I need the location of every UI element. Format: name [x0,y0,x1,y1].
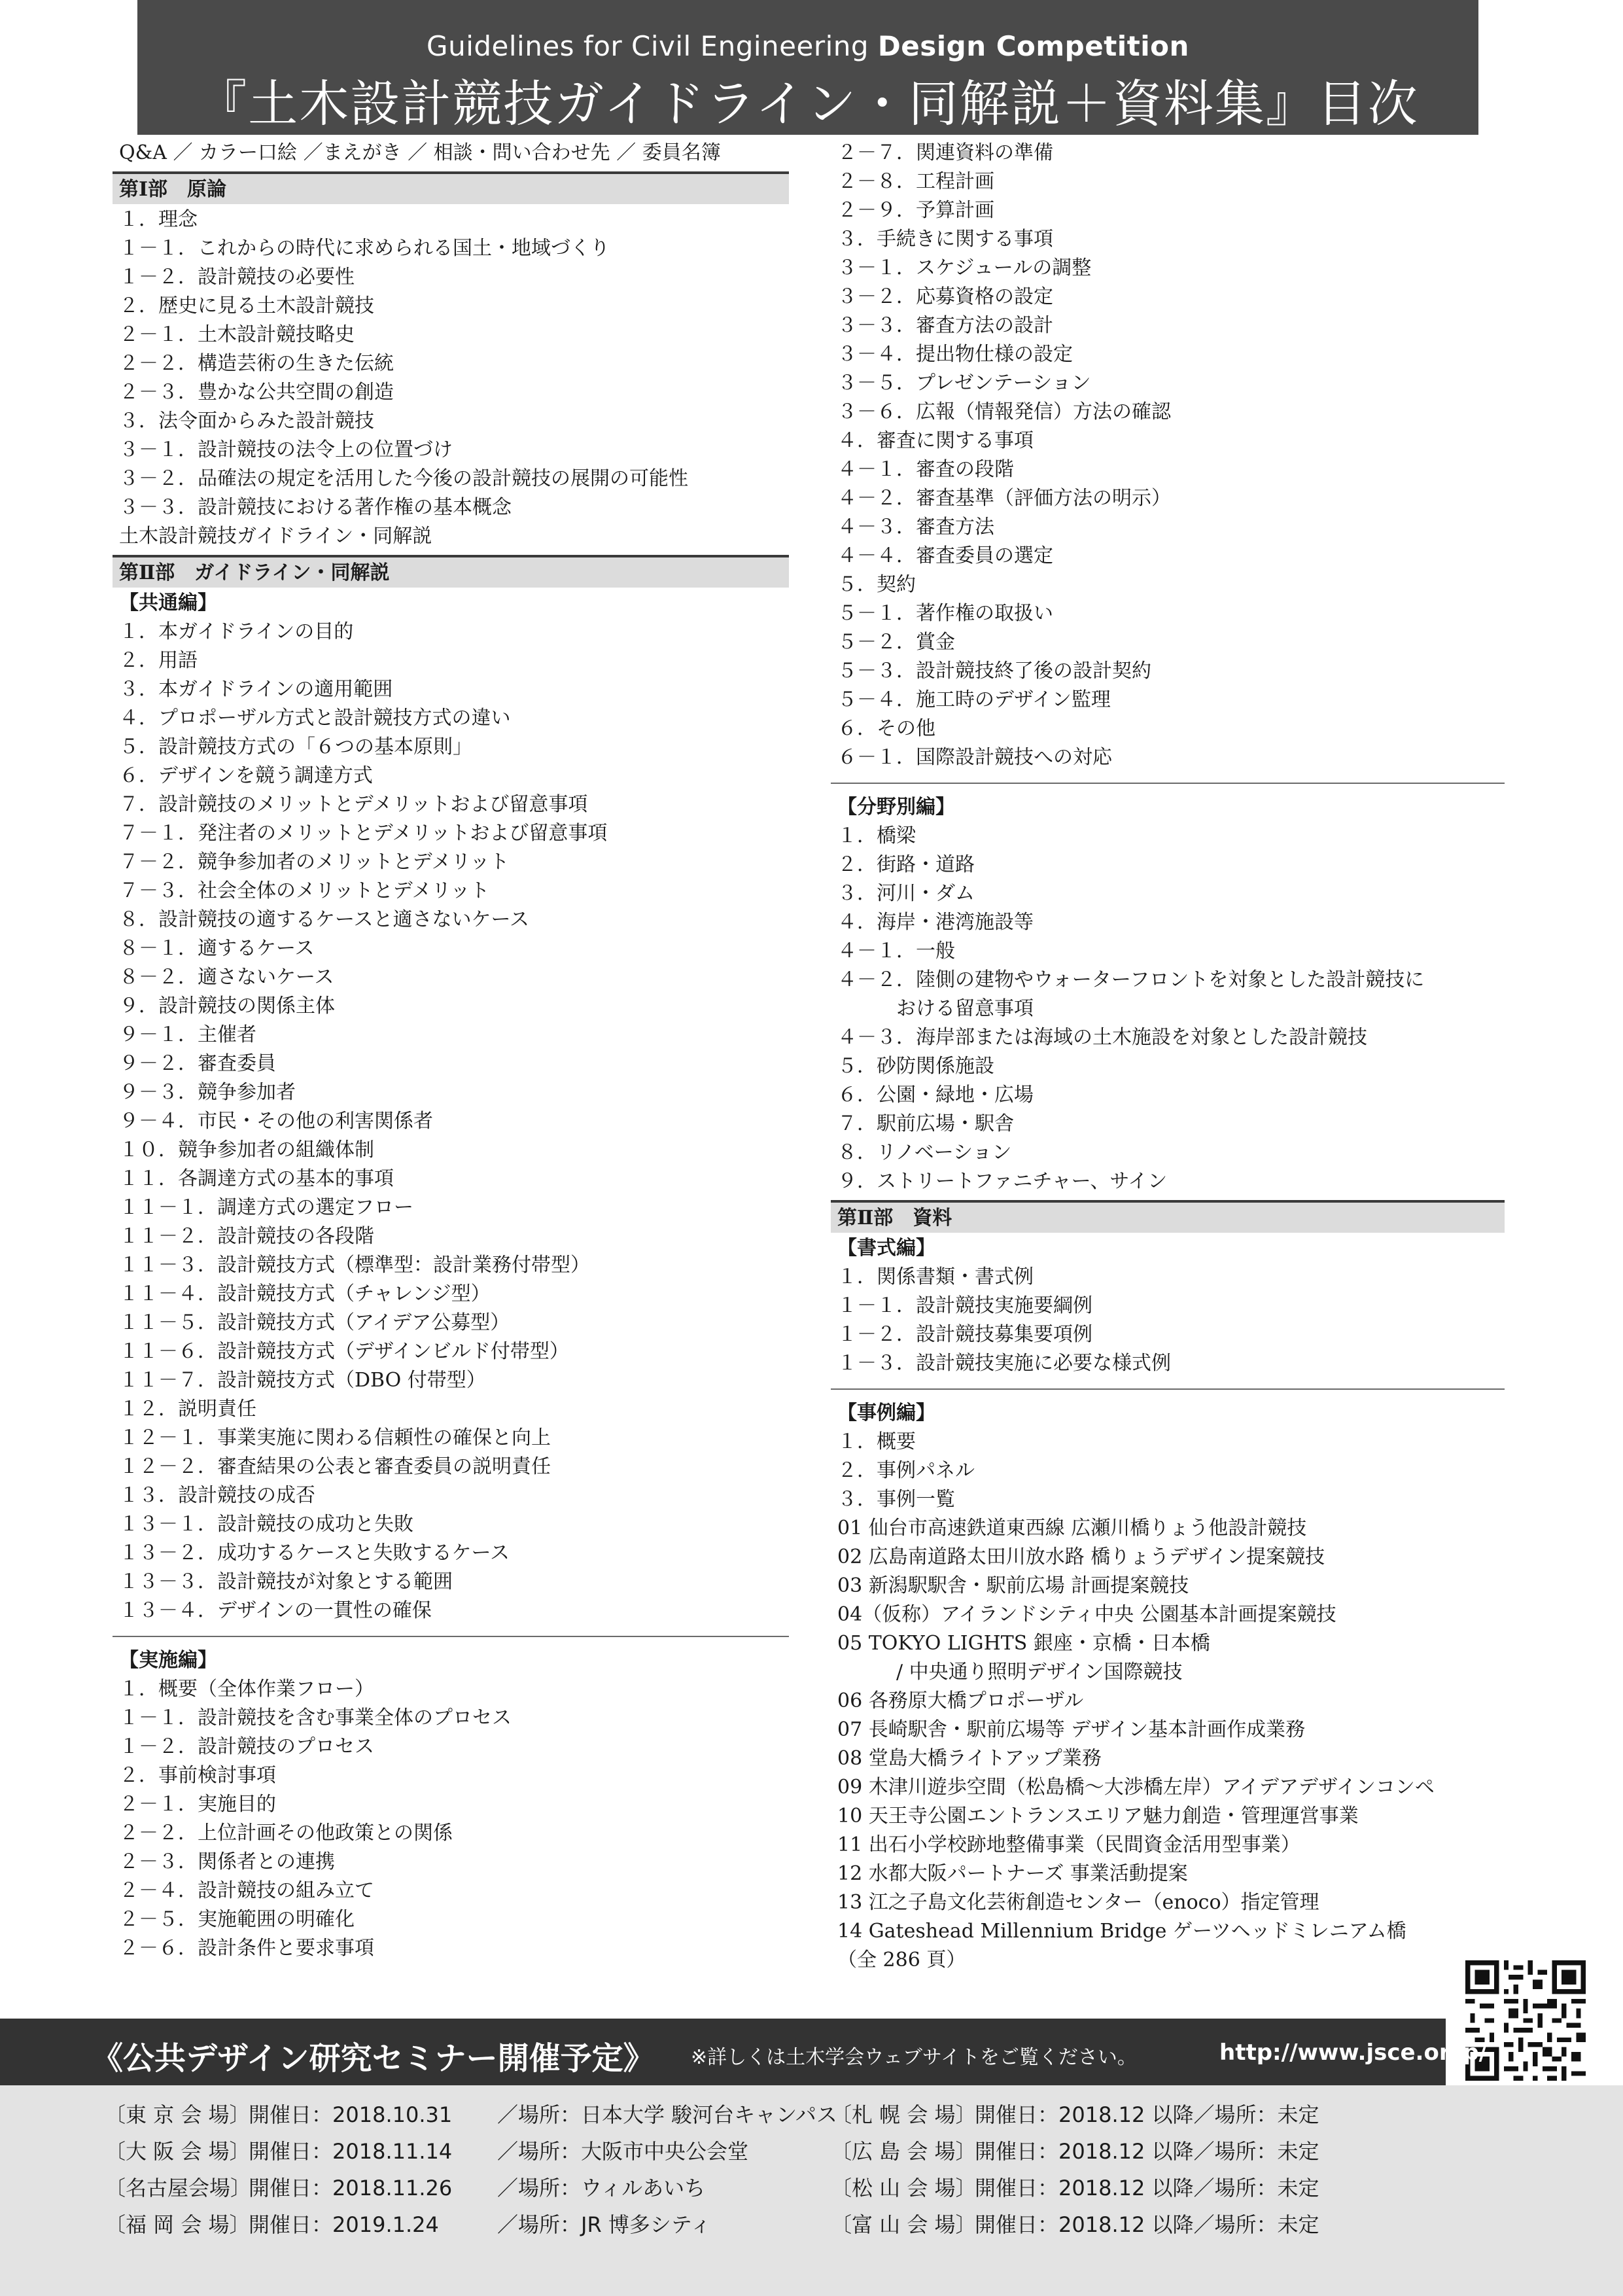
impl-continued-list [831,139,1505,772]
toc-item: ３．手続きに関する事項 [837,228,1053,251]
header-en-regular: Guidelines for Civil Engineering [427,30,878,62]
venue-date: 開催日：2018.12 以降／場所：未定 [975,2212,1319,2237]
venue-date: 開催日：2018.11.26 [249,2176,453,2200]
toc-item: ６．デザインを競う調達方式 [119,764,373,787]
toc-item: １．橋梁 [837,824,916,847]
field-item-continuation: おける留意事項 [896,997,1034,1020]
toc-item: １０．競争参加者の組織体制 [119,1139,374,1161]
venue-name: 〔広 島 会 場〕 [831,2139,977,2164]
toc-item: ７．設計競技のメリットとデメリットおよび留意事項 [119,793,588,816]
toc-item: 14 Gateshead Millennium Bridge ゲーツヘッドミレニアム橋 [837,1920,1406,1943]
toc-item: ４－１．一般 [837,940,955,963]
venue-date: 開催日：2018.11.14 [249,2139,453,2164]
toc-item: １－１．設計競技実施要綱例 [837,1294,1092,1317]
toc-item: 11 出石小学校跡地整備事業（民間資金活用型事業） [837,1833,1300,1856]
toc-item: 10 天王寺公園エントランスエリア魅力創造・管理運営事業 [837,1805,1359,1828]
toc-item: ４．海岸・港湾施設等 [837,911,1034,934]
toc-item: ３．河川・ダム [837,882,975,905]
toc-right-column [831,139,1505,1975]
toc-item: ３－４．提出物仕様の設定 [837,343,1073,366]
toc-item: ６．公園・緑地・広場 [837,1084,1034,1106]
toc-item: １２－１．事業実施に関わる信頼性の確保と向上 [119,1426,551,1449]
toc-item: １－２．設計競技のプロセス [119,1735,374,1758]
toc-item: 09 木津川遊歩空間（松島橋～大渉橋左岸）アイデアデザインコンペ [837,1776,1435,1799]
toc-item: １３－１．設計競技の成功と失敗 [119,1513,413,1536]
toc-item: １．本ガイドラインの目的 [119,620,354,643]
header-english-title [137,30,1478,62]
toc-item: 02 広島南道路太田川放水路 橋りょうデザイン提案競技 [837,1545,1325,1568]
venue-row [831,2208,1319,2241]
venue-row [831,2172,1319,2204]
toc-item: ４－４．審査委員の選定 [837,544,1053,567]
toc-item: １．関係書類・書式例 [837,1265,1034,1288]
toc-item: ３．本ガイドラインの適用範囲 [119,678,393,701]
venue-name: 〔大 阪 会 場〕 [105,2139,251,2164]
part2-title: 第Ⅱ部 ガイドライン・同解説 [113,555,789,588]
venue-row [105,2208,711,2241]
impl-list [113,1675,789,1963]
toc-item: ２－３．関係者との連携 [119,1850,335,1873]
toc-item: ３．法令面からみた設計競技 [119,410,374,433]
toc-item: ３－３．審査方法の設計 [837,314,1053,337]
header-en-bold: Design Competition [877,30,1189,62]
toc-item: １３－４．デザインの一貫性の確保 [119,1599,432,1622]
toc-item: ６．その他 [837,717,935,740]
divider [113,1636,789,1637]
toc-item: ７．駅前広場・駅舎 [837,1112,1014,1135]
toc-item: ２－６．設計条件と要求事項 [119,1937,374,1960]
venue-row [105,2098,837,2131]
toc-item: 07 長崎駅舎・駅前広場等 デザイン基本計画作成業務 [837,1718,1306,1741]
toc-item: 08 堂島大橋ライトアップ業務 [837,1747,1102,1770]
toc-item: ５－４．施工時のデザイン監理 [837,688,1111,711]
common-list [113,618,789,1625]
toc-item: ７－２．競争参加者のメリットとデメリット [119,851,510,874]
venue-name: 〔札 幌 会 場〕 [831,2102,977,2127]
toc-item: ３－１．設計競技の法令上の位置づけ [119,438,453,461]
toc-item: １３－３．設計競技が対象とする範囲 [119,1570,453,1593]
venue-name: 〔名古屋会場〕 [105,2176,252,2200]
cases-list [831,1428,1505,1658]
toc-item: 03 新潟駅駅舎・駅前広場 計画提案競技 [837,1574,1189,1597]
toc-item: ２－１．土木設計競技略史 [119,323,355,346]
toc-left-column [113,139,789,1963]
toc-item: ３－６．広報（情報発信）方法の確認 [837,400,1171,423]
toc-item: ３－２．応募資格の設定 [837,285,1053,308]
venue-name: 〔松 山 会 場〕 [831,2176,977,2200]
toc-item: ９－１．主催者 [119,1023,256,1046]
intro-line: Q&A ／ カラー口絵 ／まえがき ／ 相談・問い合わせ先 ／ 委員名簿 [119,141,721,164]
toc-item: ５．設計競技方式の「６つの基本原則」 [119,735,472,758]
toc-item: ２－３．豊かな公共空間の創造 [119,381,394,404]
toc-item: ９．設計競技の関係主体 [119,995,335,1017]
part1-tail: 土木設計競技ガイドライン・同解説 [119,525,432,548]
common-heading: 【共通編】 [119,592,217,614]
toc-item: ２－５．実施範囲の明確化 [119,1908,355,1931]
toc-item: ８－１．適するケース [119,937,315,960]
toc-item: ２－２．構造芸術の生きた伝統 [119,352,394,375]
venue-place: ／場所：JR 博多シティ [497,2212,712,2237]
toc-item: ４－１．審査の段階 [837,458,1014,481]
toc-item: １１－４．設計競技方式（チャレンジ型） [119,1282,491,1305]
toc-item: ２－１．実施目的 [119,1793,276,1816]
venue-name: 〔富 山 会 場〕 [831,2212,977,2237]
toc-item: １－１．これからの時代に求められる国土・地域づくり [119,237,610,260]
toc-item: ２．街路・道路 [837,853,975,876]
forms-heading: 【書式編】 [837,1237,935,1260]
venue-row [105,2135,748,2168]
toc-item: １．概要 [837,1430,916,1453]
venue-schedule [0,2085,1623,2296]
toc-item: １３．設計競技の成否 [119,1484,315,1507]
toc-item: １３－２．成功するケースと失敗するケース [119,1542,510,1564]
toc-item: １２．説明責任 [119,1398,256,1421]
toc-item: ２．歴史に見る土木設計競技 [119,294,374,317]
toc-item: ７－１．発注者のメリットとデメリットおよび留意事項 [119,822,608,845]
toc-item: １１－６．設計競技方式（デザインビルド付帯型） [119,1340,569,1363]
header-banner [137,0,1478,135]
divider [831,783,1505,784]
forms-list [831,1263,1505,1378]
toc-item: ４．プロポーザル方式と設計競技方式の違い [119,707,511,730]
toc-item: ２－２．上位計画その他政策との関係 [119,1822,453,1845]
toc-item: ５．契約 [837,573,916,596]
toc-item: ４．審査に関する事項 [837,429,1034,452]
cases-item-continuation: / 中央通り照明デザイン国際競技 [896,1661,1183,1684]
toc-item: ２．事前検討事項 [119,1764,276,1787]
toc-item: １．概要（全体作業フロー） [119,1678,374,1701]
field-list-2 [831,1023,1505,1196]
venue-place: ／場所：日本大学 駿河台キャンパス [497,2102,837,2127]
toc-item: ４－３．海岸部または海域の土木施設を対象とした設計競技 [837,1026,1367,1049]
toc-item: 06 各務原大橋プロポーザル [837,1689,1084,1712]
venue-date: 開催日：2018.10.31 [249,2102,453,2127]
venue-date: 開催日：2019.1.24 [249,2212,439,2237]
toc-item: ２－７．関連資料の準備 [837,141,1053,164]
toc-item: １１－２．設計競技の各段階 [119,1225,374,1248]
venue-row [831,2098,1319,2131]
toc-item: ３－５．プレゼンテーション [837,372,1091,395]
toc-item: １１－５．設計競技方式（アイデア公募型） [119,1311,510,1334]
toc-item: １－３．設計競技実施に必要な様式例 [837,1352,1171,1375]
toc-item: １－１．設計競技を含む事業全体のプロセス [119,1706,512,1729]
toc-item: ８－２．適さないケース [119,966,334,989]
venue-place: ／場所：大阪市中央公会堂 [497,2139,749,2164]
toc-item: 05 TOKYO LIGHTS 銀座・京橋・日本橋 [837,1632,1210,1655]
toc-item: ４－２．陸側の建物やウォーターフロントを対象とした設計競技に [837,968,1425,991]
toc-item: ３－１．スケジュールの調整 [837,256,1092,279]
venue-date: 開催日：2018.12 以降／場所：未定 [975,2102,1319,2127]
toc-item: １－２．設計競技募集要項例 [837,1323,1092,1346]
seminar-title: 《公共デザイン研究セミナー開催予定》 [92,2040,655,2077]
toc-item: ９．ストリートファニチャー、サイン [837,1170,1168,1193]
seminar-url-link[interactable]: http://www.jsce.or.jp/ [1219,2040,1488,2066]
seminar-note: ※詳しくは土木学会ウェブサイトをご覧ください。 [691,2046,1137,2069]
venue-date: 開催日：2018.12 以降／場所：未定 [975,2139,1319,2164]
toc-item: １－２．設計競技の必要性 [119,266,355,289]
divider [831,1388,1505,1390]
toc-item: ２．用語 [119,649,198,672]
toc-item: １１－１．調達方式の選定フロー [119,1196,413,1219]
venue-row [105,2172,705,2204]
toc-item: ３－３．設計競技における著作権の基本概念 [119,496,512,519]
toc-item: １２－２．審査結果の公表と審査委員の説明責任 [119,1455,551,1478]
part1-list [113,205,789,522]
toc-item: 01 仙台市高速鉄道東西線 広瀬川橋りょう他設計競技 [837,1517,1307,1540]
venue-place: ／場所：ウィルあいち [497,2176,706,2200]
toc-item: ５－２．賞金 [837,631,955,654]
toc-item: 12 水都大阪パートナーズ 事業活動提案 [837,1862,1188,1885]
toc-item: ２．事例パネル [837,1459,975,1482]
toc-item: ９－３．競争参加者 [119,1081,296,1104]
toc-item: １．理念 [119,208,198,231]
cases-list-2 [831,1687,1505,1975]
toc-item: ９－４．市民・その他の利害関係者 [119,1110,433,1133]
venue-name: 〔東 京 会 場〕 [105,2102,251,2127]
toc-item: ２－８．工程計画 [837,170,994,193]
header-japanese-title: 『土木設計競技ガイドライン・同解説＋資料集』目次 [197,75,1419,133]
field-list [831,822,1505,995]
toc-item: ８．設計競技の適するケースと適さないケース [119,908,529,931]
impl-heading: 【実施編】 [119,1649,217,1672]
toc-item: ８．リノベーション [837,1141,1012,1164]
cases-heading: 【事例編】 [837,1402,935,1424]
seminar-banner [0,2019,1488,2085]
toc-item: ９－２．審査委員 [119,1052,276,1075]
toc-item: １１．各調達方式の基本的事項 [119,1167,394,1190]
part3-title: 第Ⅱ部 資料 [831,1200,1505,1233]
part1-title: 第Ⅰ部 原論 [113,171,789,204]
field-heading: 【分野別編】 [837,796,955,819]
toc-item: ５．砂防関係施設 [837,1055,994,1078]
toc-item: ７－３．社会全体のメリットとデメリット [119,879,490,902]
toc-item: 04（仮称）アイランドシティ中央 公園基本計画提案競技 [837,1603,1336,1626]
toc-item: ２－９．予算計画 [837,199,994,222]
toc-item: ３－２．品確法の規定を活用した今後の設計競技の展開の可能性 [119,467,688,490]
toc-item: ４－２．審査基準（評価方法の明示） [837,487,1171,510]
venue-row [831,2135,1319,2168]
toc-item: ３．事例一覧 [837,1488,955,1511]
toc-item: ５－１．著作権の取扱い [837,602,1053,625]
toc-item: ２－４．設計競技の組み立て [119,1879,374,1902]
toc-item: ５－３．設計競技終了後の設計契約 [837,660,1151,682]
toc-item: １１－３．設計競技方式（標準型：設計業務付帯型） [119,1254,590,1277]
venue-name: 〔福 岡 会 場〕 [105,2212,251,2237]
toc-item: ４－３．審査方法 [837,516,994,539]
venue-date: 開催日：2018.12 以降／場所：未定 [975,2176,1319,2200]
toc-item: 13 江之子島文化芸術創造センター（enoco）指定管理 [837,1891,1319,1914]
toc-item: （全 286 頁） [837,1949,966,1971]
toc-item: １１－７．設計競技方式（DBO 付帯型） [119,1369,486,1392]
toc-item: ６－１．国際設計競技への対応 [837,746,1112,769]
